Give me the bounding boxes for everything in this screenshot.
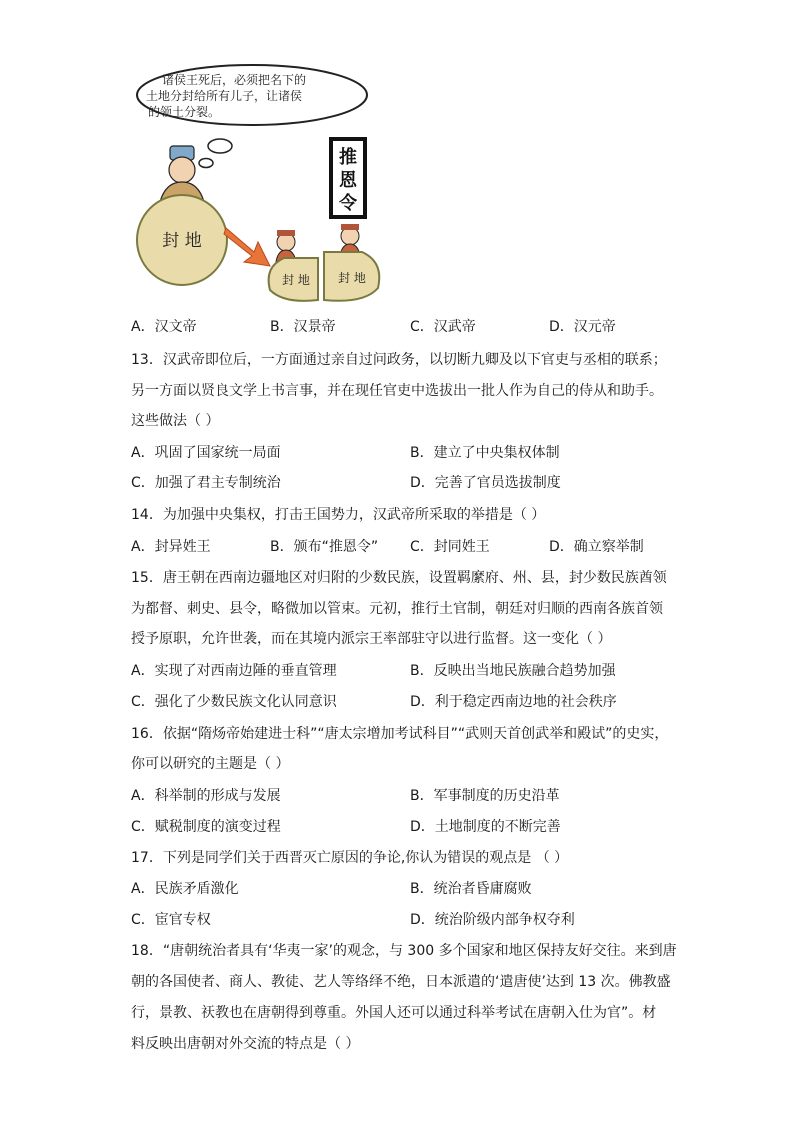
q18-stem-line-3: 行，景教、祆教也在唐朝得到尊重。外国人还可以通过科举考试在唐朝入仕为官”。材 xyxy=(131,1005,657,1021)
q13-option-d[interactable]: D．完善了官员选拔制度 xyxy=(410,475,561,491)
q14-option-a[interactable]: A．封异姓王 xyxy=(131,539,211,555)
q15-option-a[interactable]: A．实现了对西南边陲的垂直管理 xyxy=(131,663,337,679)
thought-dot xyxy=(199,159,213,168)
q17-option-b[interactable]: B．统治者昏庸腐败 xyxy=(410,881,532,897)
bubble-line-1: 诸侯王死后，必须把名下的 xyxy=(162,73,307,87)
q15-stem-line-2: 为都督、刺史、县令，略微加以管束。元初，推行土官制，朝廷对归顺的西南各族首领 xyxy=(131,601,663,617)
q13-option-c[interactable]: C．加强了君主专制统治 xyxy=(131,475,281,491)
big-fief-label: 封 地 xyxy=(162,231,202,251)
q18-stem-line-4: 料反映出唐朝对外交流的特点是（ ） xyxy=(131,1036,360,1052)
q16-option-b[interactable]: B．军事制度的历史沿革 xyxy=(410,788,560,804)
q17-option-c[interactable]: C．宦官专权 xyxy=(131,912,211,928)
q16-option-a[interactable]: A．科举制的形成与发展 xyxy=(131,788,281,804)
q12-option-b[interactable]: B．汉景帝 xyxy=(270,319,336,335)
q13-stem-line-2: 另一方面以贤良文学上书言事，并在现任官吏中选拔出一批人作为自己的侍从和助手。 xyxy=(131,383,663,399)
q13-stem-line-3: 这些做法（ ） xyxy=(131,413,220,429)
q16-option-d[interactable]: D．土地制度的不断完善 xyxy=(410,819,561,835)
tui-en-ling-illustration xyxy=(134,62,384,312)
q17-option-a[interactable]: A．民族矛盾激化 xyxy=(131,881,239,897)
fief-left-label: 封 地 xyxy=(282,273,310,287)
q12-option-d[interactable]: D．汉元帝 xyxy=(549,319,616,335)
q16-option-c[interactable]: C．赋税制度的演变过程 xyxy=(131,819,281,835)
q18-stem-line-2: 朝的各国使者、商人、教徒、艺人等络绎不绝，日本派遣的‘遣唐使’达到 13 次。佛教盛 xyxy=(131,974,671,990)
q15-option-d[interactable]: D．利于稳定西南边地的社会秩序 xyxy=(410,694,617,710)
sign-char-2: 恩 xyxy=(339,170,357,191)
q14-option-d[interactable]: D．确立察举制 xyxy=(549,539,644,555)
q13-stem-line-1: 13．汉武帝即位后，一方面通过亲自过问政务，以切断九卿及以下官吏与丞相的联系； xyxy=(131,352,667,368)
q14-stem-line-1: 14．为加强中央集权，打击王国势力，汉武帝所采取的举措是（ ） xyxy=(131,507,546,523)
q15-option-b[interactable]: B．反映出当地民族融合趋势加强 xyxy=(410,663,616,679)
q15-stem-line-3: 授予原职，允许世袭，而在其境内派宗王率部驻守以进行监督。这一变化（ ） xyxy=(131,631,612,647)
q14-option-b[interactable]: B．颁布“推恩令” xyxy=(270,539,379,555)
q18-stem-line-1: 18．“唐朝统治者具有‘华夷一家’的观念，与 300 多个国家和地区保持友好交往。来到唐 xyxy=(131,943,677,959)
cartoon-svg xyxy=(134,62,384,312)
fief-right-label: 封 地 xyxy=(338,271,366,285)
q13-option-a[interactable]: A．巩固了国家统一局面 xyxy=(131,445,281,461)
q14-option-c[interactable]: C．封同姓王 xyxy=(410,539,490,555)
bubble-line-2: 土地分封给所有儿子，让诸侯 xyxy=(146,89,303,103)
q15-option-c[interactable]: C．强化了少数民族文化认同意识 xyxy=(131,694,337,710)
sign-char-3: 令 xyxy=(339,193,357,214)
q12-option-c[interactable]: C．汉武帝 xyxy=(410,319,476,335)
q16-stem-line-2: 你可以研究的主题是（ ） xyxy=(131,756,290,772)
bubble-line-3: 的领土分裂。 xyxy=(148,105,221,119)
q13-option-b[interactable]: B．建立了中央集权体制 xyxy=(410,445,560,461)
q17-stem-line-1: 17．下列是同学们关于西晋灭亡原因的争论,你认为错误的观点是 （ ） xyxy=(131,850,569,866)
arrow-icon xyxy=(224,228,270,266)
q16-stem-line-1: 16．依据“隋炀帝始建进士科”“唐太宗增加考试科目”“武则天首创武举和殿试”的史实， xyxy=(131,726,669,742)
q17-option-d[interactable]: D．统治阶级内部争权夺利 xyxy=(410,912,575,928)
q12-option-a[interactable]: A．汉文帝 xyxy=(131,319,197,335)
q15-stem-line-1: 15．唐王朝在西南边疆地区对归附的少数民族，设置羁縻府、州、县，封少数民族酋领 xyxy=(131,570,667,586)
sign-char-1: 推 xyxy=(339,147,357,168)
thought-dot xyxy=(208,139,232,153)
